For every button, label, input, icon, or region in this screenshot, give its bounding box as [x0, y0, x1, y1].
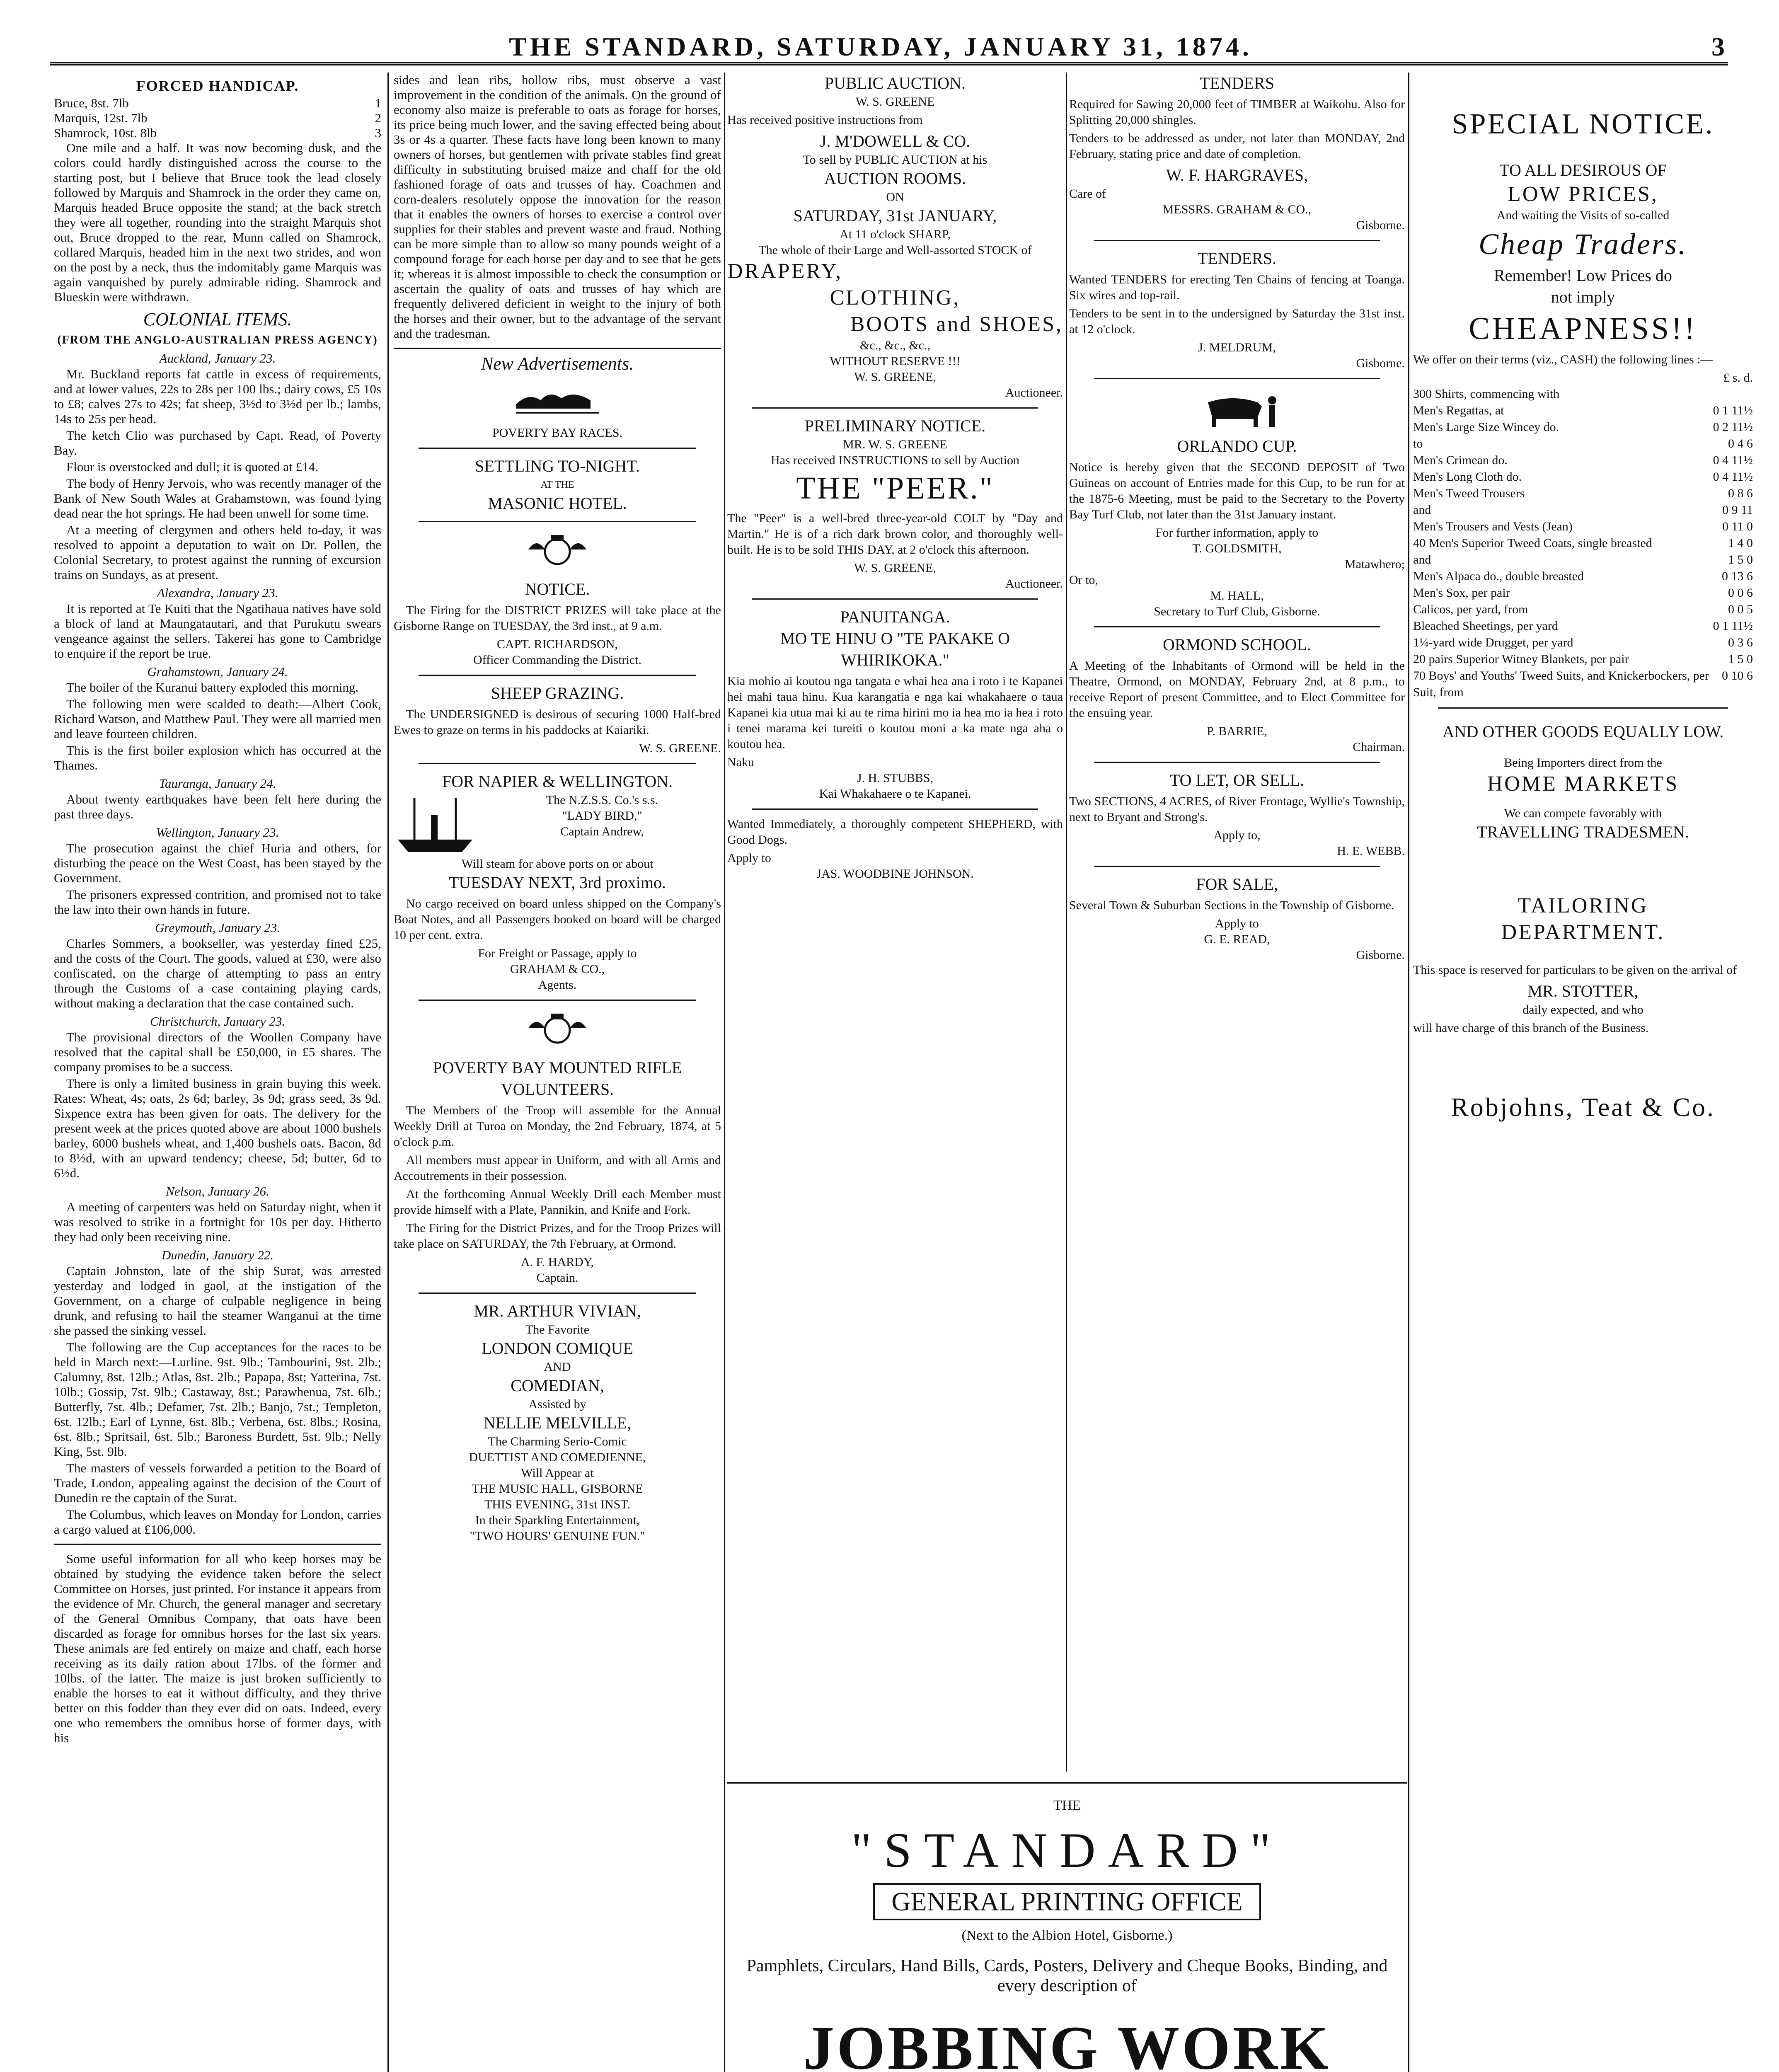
- column-3: [727, 73, 1063, 1772]
- races-at: AT THE: [540, 479, 574, 490]
- std-jobbing: JOBBING WORK: [803, 2014, 1331, 2072]
- tenders1-title: TENDERS: [1200, 74, 1274, 92]
- price-item: 1¼-yard wide Drugget, per yard: [1413, 636, 1573, 649]
- auction-sig2: Auctioneer.: [1005, 386, 1063, 399]
- price-value: 0 1 11½: [1713, 619, 1753, 633]
- std-name: "STANDARD": [851, 1823, 1283, 1878]
- divider: [419, 1000, 696, 1001]
- auction-l4: AUCTION ROOMS.: [824, 169, 966, 188]
- price-row: [1413, 502, 1753, 518]
- race-place: 3: [375, 126, 381, 140]
- vivian-l1: The Favorite: [525, 1323, 590, 1336]
- panui-sub: MO TE HINU O "TE PAKAKE O WHIRIKOKA.": [780, 629, 1010, 669]
- divider: [419, 675, 696, 676]
- wanted-sig: JAS. WOODBINE JOHNSON.: [816, 867, 974, 881]
- wanted-apply: Apply to: [727, 851, 771, 865]
- price-value: 0 2 11½: [1713, 420, 1753, 434]
- auction-l7: At 11 o'clock SHARP,: [840, 228, 951, 241]
- vivian-l5: Assisted by: [528, 1397, 586, 1411]
- panui-body: Kia mohio ai koutou nga tangata e whai hea ana i roto i te Kapanei hei mahi taua hinu. Kua karangatia e nga kai whakahaere o taua Kapanei kia utua mai ki au te rima hirini mo ia hea mo ia hea i roto i tenei marama kei tureiti o koutou moni a ka mate nga aha o koutou hea.: [727, 674, 1063, 751]
- price-value: 0 4 11½: [1713, 453, 1753, 467]
- panuitanga-ad: [727, 606, 1063, 802]
- item-paragraph: There is only a limited business in grain buying this week. Rates: Wheat, 4s; oats, 2s 6d; barley, 3s 9d; grass seed, 3s 9d. Sixpence extra has been given for oats. The delivery for the present week at the prices quoted above are about 1000 bushels barley, 6000 bushels wheat, and 1,400 bushels oats. Bacon, 8d to 8½d, with an upward tendency; cheese, 5d; butter, 6d to 6½d.: [54, 1076, 381, 1180]
- editorial-continued: sides and lean ribs, hollow ribs, must observe a vast improvement in the condition of the animals. On the ground of economy also maize is preferable to oats as forage for horses, its price being much lower, and the saving effected being about 3s or 4s a quarter. These facts have long been known to many owners of horses, but gentlemen with private stables find great difficulty in substituting bruised maize and chaff for the old fashioned forage of oats and trusses of hay. Coachmen and corn-dealers resolutely oppose the innovation for the reason that it enables the owners of horses to exercise a control over supplies for their stables and prevent waste and fraud. Nothing can be more simple than to allow so many pounds weight of a compound forage for each horse per day and to see that he gets it; whereas it is almost impossible to check the consumption or ascertain the quality of oats and trusses of hay which are frequently delivered deficient in weight to the injury of both the horses and their owner, but to the advantage of the servant and the tradesman.: [394, 73, 721, 341]
- price-row: [1413, 618, 1753, 634]
- tenders2-sig1: J. MELDRUM,: [1198, 341, 1276, 354]
- auction-l0: W. S. GREENE: [855, 95, 935, 109]
- stotter: MR. STOTTER,: [1527, 982, 1639, 1000]
- cup-or: Or to,: [1069, 573, 1098, 587]
- price-value: 0 4 6: [1728, 437, 1753, 450]
- low-prices: LOW PRICES,: [1508, 182, 1658, 206]
- auction-l13: WITHOUT RESERVE !!!: [830, 354, 961, 368]
- colonial-source: (FROM THE ANGLO-AUSTRALIAN PRESS AGENCY): [57, 334, 378, 346]
- vivian-l6: NELLIE MELVILLE,: [483, 1414, 632, 1432]
- auction-l11: BOOTS and SHOES,: [850, 312, 1063, 336]
- price-value: 0 13 6: [1722, 569, 1753, 583]
- item-dateline: Wellington, January 23.: [156, 825, 279, 840]
- horse-race-icon: [512, 380, 603, 417]
- tenders2-body: Wanted TENDERS for erecting Ten Chains of fencing at Toanga. Six wires and top-rail.: [1069, 273, 1405, 302]
- item-dateline: Dunedin, January 22.: [161, 1248, 274, 1262]
- horse-groom-icon: [1191, 390, 1283, 427]
- column-rule: [1066, 73, 1067, 1772]
- sale-apply: Apply to: [1215, 917, 1259, 930]
- rifles-sig2: Captain.: [536, 1271, 578, 1285]
- item-dateline: Alexandra, January 23.: [157, 586, 278, 600]
- napier-date: TUESDAY NEXT, 3rd proximo.: [448, 873, 666, 892]
- rifles-title: POVERTY BAY MOUNTED RIFLE VOLUNTEERS.: [433, 1058, 682, 1099]
- item-paragraph: A meeting of carpenters was held on Saturday night, when it was resolved to strike in a fortnight for 10s per day. Hitherto they had only been receiving nine.: [54, 1200, 381, 1244]
- race-report: One mile and a half. It was now becoming dusk, and the colors could hardly distinguished across the course to the starting post, but I believe that Bruce took the lead closely followed by Marquis and Shamrock in the order they came on, Marquis headed Bruce opposite the stand; at the back stretch they were all together, rounding into the straight Marquis shot out, Bruce dropped to the rear, Munn called on Shamrock, collared Marquis, headed him in the next two strides, and won on the post by a neck, thus the indomitably game Marquis was again vanquished by purely admirable riding. Shamrock and Blueskin were withdrawn.: [54, 140, 381, 304]
- napier-ad: [394, 771, 721, 993]
- cup-title: ORLANDO CUP.: [1177, 437, 1297, 455]
- price-row: [1413, 634, 1753, 651]
- price-row: [1413, 419, 1753, 436]
- tenders1-body: Required for Sawing 20,000 feet of TIMBER at Waikohu. Also for Splitting 20,000 shingles.: [1069, 97, 1405, 127]
- auction-l6: SATURDAY, 31st JANUARY,: [793, 206, 997, 225]
- masthead: [50, 17, 1728, 65]
- auction-sig1: W. S. GREENE,: [854, 370, 937, 384]
- for-sale-ad: [1069, 874, 1405, 963]
- column-1: [54, 73, 381, 2072]
- price-item: 20 pairs Superior Witney Blankets, per pair: [1413, 652, 1629, 666]
- price-row: [1413, 402, 1753, 419]
- price-row: [1413, 585, 1753, 601]
- divider: [1094, 626, 1380, 627]
- compete: We can compete favorably with: [1504, 806, 1662, 820]
- sheep-title: SHEEP GRAZING.: [491, 684, 624, 702]
- rifles-sig1: A. F. HARDY,: [520, 1255, 594, 1269]
- price-row: [1413, 452, 1753, 469]
- item-paragraph: Flour is overstocked and dull; it is quoted at £14.: [66, 460, 318, 474]
- divider: [419, 763, 696, 764]
- tenders1-place: Gisborne.: [1356, 218, 1405, 232]
- vivian-l12: In their Sparkling Entertainment,: [475, 1513, 640, 1527]
- vivian-title: MR. ARTHUR VIVIAN,: [474, 1302, 641, 1320]
- price-item: and: [1413, 503, 1431, 517]
- item-paragraph: The ketch Clio was purchased by Capt. Read, of Poverty Bay.: [54, 428, 381, 457]
- expected: daily expected, and who: [1522, 1003, 1643, 1017]
- item-paragraph: The boiler of the Kuranui battery exploded this morning.: [66, 680, 359, 695]
- divider: [1438, 707, 1728, 709]
- divider: [394, 348, 721, 349]
- vivian-l8: DUETTIST AND COMEDIENNE,: [469, 1450, 646, 1464]
- tenders2-title: TENDERS.: [1198, 249, 1276, 268]
- price-value: 0 4 11½: [1713, 470, 1753, 484]
- department: DEPARTMENT.: [1501, 920, 1665, 944]
- vivian-l7: The Charming Serio-Comic: [488, 1435, 627, 1448]
- panui-naku: Naku: [727, 755, 754, 769]
- price-row: [1413, 469, 1753, 485]
- auction-l12: &c., &c., &c.,: [860, 339, 930, 352]
- price-row: [1413, 601, 1753, 618]
- divider: [752, 598, 1038, 600]
- prelim-l1: MR. W. S. GREENE: [843, 438, 947, 451]
- editorial-start: Some useful information for all who keep horses may be obtained by studying the evidence taken before the select Committee on Horses, just printed. For instance it appears from the evidence of Mr. Church, the general manager and secretary of the General Omnibus Company, that oats have been discarded as forage for omnibus horses for the last six years. These animals are fed entirely on maize and chaff, each horse receiving as its daily ration about 17lbs. of the former and 10lbs. of the latter. The maize is just broken sufficiently to enable the horses to eat it without difficulty, and they thrive better on this fodder than they ever did on oats. Indeed, every one who remembers the omnibus horse of former days, with his: [54, 1552, 381, 1745]
- item-paragraph: The provisional directors of the Woollen Company have resolved that the capital shall be £50,000, in £5 shares. The company promises to be a success.: [54, 1030, 381, 1074]
- price-value: 0 10 6: [1722, 669, 1753, 683]
- races-headline: SETTLING TO-NIGHT.: [475, 457, 640, 475]
- page-title: THE STANDARD, SATURDAY, JANUARY 31, 1874.: [509, 32, 1252, 61]
- offer: We offer on their terms (viz., CASH) the following lines :—: [1413, 353, 1713, 366]
- races-ad: [394, 375, 721, 514]
- item-paragraph: The body of Henry Jervois, who was recently manager of the Bank of New South Wales at Grahamstown, was found lying dead near the hot springs. He had been unwell for some time.: [54, 476, 381, 520]
- divider: [419, 1293, 696, 1294]
- sheep-ad: [394, 683, 721, 756]
- price-item: Bleached Sheetings, per yard: [1413, 619, 1558, 633]
- divider: [419, 521, 696, 522]
- price-value: 0 0 5: [1728, 603, 1753, 616]
- price-item: Men's Crimean do.: [1413, 453, 1508, 467]
- prelim-sig2: Auctioneer.: [1005, 577, 1063, 591]
- race-horse: Bruce, 8st. 7lb: [54, 96, 129, 110]
- race-horse: Marquis, 12st. 7lb: [54, 111, 148, 125]
- std-office: GENERAL PRINTING OFFICE: [873, 1883, 1261, 1920]
- school-sig2: Chairman.: [1353, 740, 1405, 754]
- napier-body: No cargo received on board unless shipped on the Company's Boat Notes, and all Passengers booked on board will be charged 10 per cent. extra.: [394, 897, 721, 942]
- item-paragraph: The masters of vessels forwarded a petition to the Board of Trade, London, appealing against the decision of the Court of Dunedin re the captain of the Surat.: [54, 1461, 381, 1505]
- price-item: Men's Large Size Wincey do.: [1413, 420, 1559, 434]
- prelim-body: The "Peer" is a well-bred three-year-old COLT by "Day and Martin." He is of a rich dark brown color, and thoroughly well-built. He is to be sold THIS DAY, at 2 o'clock this afternoon.: [727, 511, 1063, 557]
- races-place: MASONIC HOTEL.: [488, 494, 627, 513]
- cup-n2b: Secretary to Turf Club, Gisborne.: [1154, 605, 1320, 618]
- vivian-l11: THIS EVENING, 31st INST.: [484, 1498, 630, 1511]
- race-result-row: [54, 111, 381, 126]
- item-dateline: Greymouth, January 23.: [155, 920, 280, 935]
- price-value: 1 5 0: [1728, 652, 1753, 666]
- tenders1-co: MESSRS. GRAHAM & CO.,: [1162, 203, 1312, 216]
- tenders1-body2: Tenders to be addressed as under, not later than MONDAY, 2nd February, stating price and date of completion.: [1069, 131, 1405, 161]
- vivian-l13: "TWO HOURS' GENUINE FUN.": [470, 1529, 645, 1543]
- auction-l9: DRAPERY,: [727, 259, 843, 283]
- cheapness: CHEAPNESS!!: [1469, 311, 1697, 346]
- item-paragraph: At a meeting of clergymen and others held to-day, it was resolved to appoint a deputation to wait on Dr. Pollen, the Colonial Secretary, to protest against the running of excursion trains on Sundays, as at present.: [54, 523, 381, 582]
- price-row: [1413, 568, 1753, 585]
- price-value: 0 1 11½: [1713, 404, 1753, 417]
- price-item: Men's Alpaca do., double breasted: [1413, 569, 1584, 583]
- importers: Being Importers direct from the: [1504, 756, 1662, 770]
- price-item: 70 Boys' and Youths' Tweed Suits, and Knickerbockers, per Suit, from: [1413, 669, 1709, 699]
- item-dateline: Grahamstown, January 24.: [147, 664, 288, 679]
- price-row: [1413, 518, 1753, 535]
- not-imply: not imply: [1551, 288, 1615, 306]
- cup-n1: T. GOLDSMITH,: [1192, 542, 1282, 555]
- race-place: 2: [375, 111, 381, 125]
- royal-crest-icon: [512, 1012, 603, 1049]
- tenders2-sig2: Gisborne.: [1356, 356, 1405, 370]
- price-row: [1413, 552, 1753, 568]
- column-rule: [387, 73, 389, 2072]
- let-sig: H. E. WEBB.: [1337, 844, 1405, 858]
- sale-sig1: G. E. READ,: [1204, 932, 1270, 946]
- column-2: [394, 73, 721, 2072]
- race-horse: Shamrock, 10st. 8lb: [54, 126, 157, 140]
- royal-crest-icon: [512, 533, 603, 570]
- special-notice: SPECIAL NOTICE.: [1452, 108, 1714, 140]
- item-dateline: Tauranga, January 24.: [159, 776, 276, 791]
- item-paragraph: The following are the Cup acceptances for the races to be held in March next:—Lurline. 9st. 9lb.; Tambourini, 9st. 2lb.; Calumny, 8st. 12lb.; Atlas, 8st. 2lb.; Papapa, 8st; Yatterina, 7st. 10lb.; Gossip, 7st. 9lb.; Castaway, 8st.; Parawhenua, 7st. 6lb.; Butterfly, 7st. 4lb.; Defamer, 7st. 2lb.; Banjo, 7st.; Templeton, 6st. 12lb.; Earl of Lynne, 6st. 8lb.; Verbena, 6st. 8lbs.; Rosina, 6st. 8lb.; Spritsail, 6st. 5lb.; Baroness Burdett, 5st. 9lb.; Nelly King, 5st. 9lb.: [54, 1340, 381, 1459]
- space-reserved: This space is reserved for particulars to be given on the arrival of: [1413, 963, 1737, 977]
- lsd-header: £ s. d.: [1723, 371, 1753, 385]
- notice-body: The Firing for the DISTRICT PRIZES will take place at the Gisborne Range on TUESDAY, the 3rd inst., at 9 a.m.: [394, 603, 721, 633]
- std-the: THE: [1053, 1798, 1081, 1813]
- divider: [1094, 762, 1380, 763]
- wanted-body: Wanted Immediately, a thoroughly competent SHEPHERD, with Good Dogs.: [727, 817, 1063, 847]
- cup-info: For further information, apply to: [1155, 526, 1319, 540]
- item-dateline: Nelson, January 26.: [166, 1184, 269, 1198]
- cup-n2: M. HALL,: [1210, 589, 1264, 603]
- price-value: 1 4 0: [1728, 536, 1753, 550]
- vivian-ad: [394, 1300, 721, 1544]
- item-paragraph: Captain Johnston, late of the ship Surat, was arrested yesterday and lodged in gaol, at the instigation of the Government, on a charge of culpable negligence in being drunk, and refusing to hail the steamer Wanganui at the time she passed the sinking vessel.: [54, 1264, 381, 1338]
- notice-ad: [394, 529, 721, 668]
- auction-l8: The whole of their Large and Well-assorted STOCK of: [758, 243, 1032, 257]
- race-title: FORCED HANDICAP.: [136, 77, 299, 94]
- race-result-row: [54, 126, 381, 140]
- tenders1-care: Care of: [1069, 187, 1106, 201]
- price-value: 0 9 11: [1722, 503, 1753, 517]
- race-place: 1: [375, 96, 381, 110]
- tenders-sawing-ad: [1069, 73, 1405, 233]
- vivian-l4: COMEDIAN,: [511, 1376, 604, 1395]
- notice-sig1: CAPT. RICHARDSON,: [497, 637, 618, 651]
- price-item: to: [1413, 437, 1423, 450]
- item-paragraph: The following men were scalded to death:—Albert Cook, Richard Watson, and Matthew Paul. They were all married men and leave fourteen children.: [54, 697, 381, 741]
- napier-line2: Will steam for above ports on or about: [461, 857, 654, 871]
- cup-n1b: Matawhero;: [1345, 557, 1405, 571]
- race-result-row: [54, 96, 381, 111]
- item-paragraph: This is the first boiler explosion which has occurred at the Thames.: [54, 743, 381, 772]
- rifles-p1: The Members of the Troop will assemble for the Annual Weekly Drill at Turoa on Monday, the 2nd February, 1874, at 5 o'clock p.m.: [394, 1104, 721, 1149]
- ormond-school-ad: [1069, 634, 1405, 755]
- std-next: (Next to the Albion Hotel, Gisborne.): [961, 1928, 1173, 1943]
- colonial-items: [54, 351, 381, 1537]
- prelim-l3: THE "PEER.": [796, 471, 994, 506]
- item-paragraph: The prisoners expressed contrition, and promised not to take the law into their own hands in future.: [54, 887, 381, 917]
- cheap-traders: Cheap Traders.: [1478, 228, 1688, 261]
- sale-body: Several Town & Suburban Sections in the Township of Gisborne.: [1069, 898, 1394, 912]
- tenders2-body2: Tenders to be sent in to the undersigned by Saturday the 31st inst. at 12 o'clock.: [1069, 307, 1405, 336]
- item-dateline: Auckland, January 23.: [159, 351, 276, 366]
- auction-l10: CLOTHING,: [830, 286, 961, 310]
- napier-sig2: Agents.: [538, 978, 577, 992]
- standard-printing-ad: [729, 1794, 1405, 2072]
- napier-line1: The N.Z.S.S. Co.'s s.s.: [546, 793, 658, 807]
- divider: [419, 448, 696, 449]
- vivian-l2: LONDON COMIQUE: [482, 1339, 633, 1358]
- price-item: Men's Long Cloth do.: [1413, 470, 1522, 484]
- vivian-l10: THE MUSIC HALL, GISBORNE: [472, 1482, 643, 1496]
- divider: [54, 1544, 381, 1545]
- prelim-title: PRELIMINARY NOTICE.: [804, 416, 986, 435]
- page-number: 3: [1711, 32, 1728, 61]
- auction-l2: J. M'DOWELL & CO.: [820, 132, 971, 150]
- price-value: 0 8 6: [1728, 487, 1753, 500]
- std-pamphlets: Pamphlets, Circulars, Hand Bills, Cards, Posters, Delivery and Cheque Books, Binding, and every description of: [746, 1956, 1388, 1995]
- sheep-body: The UNDERSIGNED is desirous of securing 1000 Half-bred Ewes to graze on terms in his paddocks at Kaiariki.: [394, 707, 721, 737]
- tenders1-sig: W. F. HARGRAVES,: [1166, 166, 1308, 184]
- price-item: 40 Men's Superior Tweed Coats, single breasted: [1413, 536, 1652, 550]
- preliminary-ad: [727, 415, 1063, 592]
- price-value: 0 3 6: [1728, 636, 1753, 649]
- auction-title: PUBLIC AUCTION.: [824, 74, 966, 92]
- divider: [1094, 378, 1380, 379]
- sheep-sig: W. S. GREENE.: [639, 741, 721, 755]
- notice-title: NOTICE.: [525, 580, 590, 598]
- let-body: Two SECTIONS, 4 ACRES, of River Frontage, Wyllie's Township, next to Bryant and Strong's.: [1069, 794, 1405, 824]
- price-item: 300 Shirts, commencing with: [1413, 387, 1560, 401]
- school-sig1: P. BARRIE,: [1207, 724, 1267, 738]
- price-value: 0 11 0: [1722, 520, 1753, 533]
- item-paragraph: It is reported at Te Kuiti that the Ngatihaua natives have sold a block of land at Maungatautari, and that Purukutu swears vengeance against the sellers. Takerei has gone to Cambridge to enquire if the report be true.: [54, 601, 381, 661]
- price-item: and: [1413, 553, 1431, 566]
- divider: [1094, 866, 1380, 867]
- price-row: [1413, 535, 1753, 552]
- price-item: Men's Sox, per pair: [1413, 586, 1510, 600]
- cup-body: Notice is hereby given that the SECOND DEPOSIT of Two Guineas on account of Entries made for this Cup, to be run for at the 1875-6 Meeting, must be paid to the Secretary to the Poverty Bay Turf Club, not later than the 31st January instant.: [1069, 460, 1405, 521]
- item-paragraph: About twenty earthquakes have been felt here during the past three days.: [54, 792, 381, 821]
- rifles-p3: At the forthcoming Annual Weekly Drill each Member must provide himself with a Plate, Pannikin, and Knife and Fork.: [394, 1187, 721, 1217]
- price-item: Men's Trousers and Vests (Jean): [1413, 520, 1573, 533]
- travelling: TRAVELLING TRADESMEN.: [1477, 823, 1689, 841]
- race-results: [54, 96, 381, 140]
- divider: [752, 808, 1038, 810]
- auction-l5: ON: [886, 190, 904, 204]
- napier-ship: "LADY BIRD,": [562, 809, 642, 823]
- colonial-title: COLONIAL ITEMS.: [143, 309, 292, 329]
- races-title: POVERTY BAY RACES.: [492, 426, 623, 440]
- column-4: [1069, 73, 1405, 1772]
- napier-sig1: GRAHAM & CO.,: [510, 962, 605, 976]
- vivian-l3: AND: [544, 1360, 571, 1374]
- section-rule: [727, 1782, 1407, 1784]
- item-paragraph: The prosecution against the chief Huria and others, for disturbing the peace on the West Coast, has been stayed by the Government.: [54, 841, 381, 885]
- prelim-l2: Has received INSTRUCTIONS to sell by Auction: [771, 453, 1019, 467]
- column-5: [1413, 73, 1753, 2072]
- price-row: [1413, 436, 1753, 452]
- price-row: [1413, 651, 1753, 668]
- column-rule: [724, 73, 725, 2072]
- firm-name: Robjohns, Teat & Co.: [1451, 1092, 1715, 1122]
- orlando-cup-ad: [1069, 386, 1405, 620]
- price-item: Calicos, per yard, from: [1413, 603, 1528, 616]
- price-row: [1413, 485, 1753, 502]
- sale-title: FOR SALE,: [1196, 875, 1278, 893]
- prelim-sig1: W. S. GREENE,: [854, 561, 937, 575]
- price-item: Men's Regattas, at: [1413, 404, 1504, 417]
- price-row: [1413, 386, 1753, 402]
- steamship-icon: [394, 794, 477, 856]
- panui-sig1: J. H. STUBBS,: [857, 771, 934, 785]
- napier-captain: Captain Andrew,: [560, 825, 644, 838]
- wanted-shepherd-ad: [727, 816, 1063, 882]
- item-paragraph: Mr. Buckland reports fat cattle in excess of requirements, and at lower values, 22s to 28s per 100 lbs.; dairy cows, £5 10s to £8; calves 27s to 42s; fat sheep, 3½d to 3½d per lb.; lambs, 14s to 25s per head.: [54, 367, 381, 426]
- tailoring: TAILORING: [1518, 894, 1648, 917]
- school-body: A Meeting of the Inhabitants of Ormond will be held in the Theatre, Ormond, on MONDAY, February 2nd, at 8 p.m., to receive Report of present Committee, and to Elect Committee for the ensuing year.: [1069, 659, 1405, 720]
- to-all: TO ALL DESIROUS OF: [1499, 161, 1667, 179]
- new-advertisements-heading: New Advertisements.: [481, 353, 634, 374]
- price-list: [1413, 386, 1753, 701]
- let-apply: Apply to,: [1213, 828, 1261, 842]
- napier-freight: For Freight or Passage, apply to: [478, 946, 637, 960]
- sale-sig2: Gisborne.: [1356, 948, 1405, 962]
- item-dateline: Christchurch, January 23.: [150, 1014, 286, 1029]
- remember: Remember! Low Prices do: [1494, 266, 1672, 285]
- rifles-p2: All members must appear in Uniform, and with all Arms and Accoutrements in their possession.: [394, 1153, 721, 1183]
- home-markets: HOME MARKETS: [1487, 772, 1679, 796]
- auction-l3: To sell by PUBLIC AUCTION at his: [803, 153, 988, 167]
- rifles-p4: The Firing for the District Prizes, and for the Troop Prizes will take place on SATURDAY, the 7th February, at Ormond.: [394, 1221, 721, 1251]
- to-let-ad: [1069, 770, 1405, 859]
- price-value: 0 0 6: [1728, 586, 1753, 600]
- column-rule: [1408, 73, 1409, 2072]
- charge: will have charge of this branch of the Business.: [1413, 1021, 1649, 1035]
- notice-sig2: Officer Commanding the District.: [473, 653, 642, 667]
- price-row: [1413, 668, 1753, 701]
- divider: [1094, 240, 1380, 241]
- price-item: Men's Tweed Trousers: [1413, 487, 1525, 500]
- napier-title: FOR NAPIER & WELLINGTON.: [442, 772, 673, 791]
- auction-ad: [727, 73, 1063, 401]
- item-paragraph: Charles Sommers, a bookseller, was yesterday fined £25, and the costs of the Court. The goods, valued at £30, were also confiscated, on the charge of attempting to pass an entry through the Customs of a case containing playing cards, without making a declaration that the case contained such.: [54, 936, 381, 1010]
- auction-l1: Has received positive instructions from: [727, 113, 923, 127]
- divider: [752, 407, 1038, 409]
- panui-title: PANUITANGA.: [840, 608, 950, 626]
- rifles-ad: [394, 1007, 721, 1286]
- panui-sig2: Kai Whakahaere o te Kapanei.: [819, 787, 971, 801]
- other-goods: AND OTHER GOODS EQUALLY LOW.: [1442, 722, 1724, 741]
- price-value: 1 5 0: [1728, 553, 1753, 566]
- vivian-l9: Will Appear at: [521, 1466, 594, 1480]
- waiting: And waiting the Visits of so-called: [1496, 208, 1670, 222]
- tenders-fencing-ad: [1069, 248, 1405, 371]
- item-paragraph: The Columbus, which leaves on Monday for London, carries a cargo valued at £106,000.: [54, 1507, 381, 1537]
- school-title: ORMOND SCHOOL.: [1163, 635, 1311, 654]
- let-title: TO LET, OR SELL.: [1169, 771, 1305, 789]
